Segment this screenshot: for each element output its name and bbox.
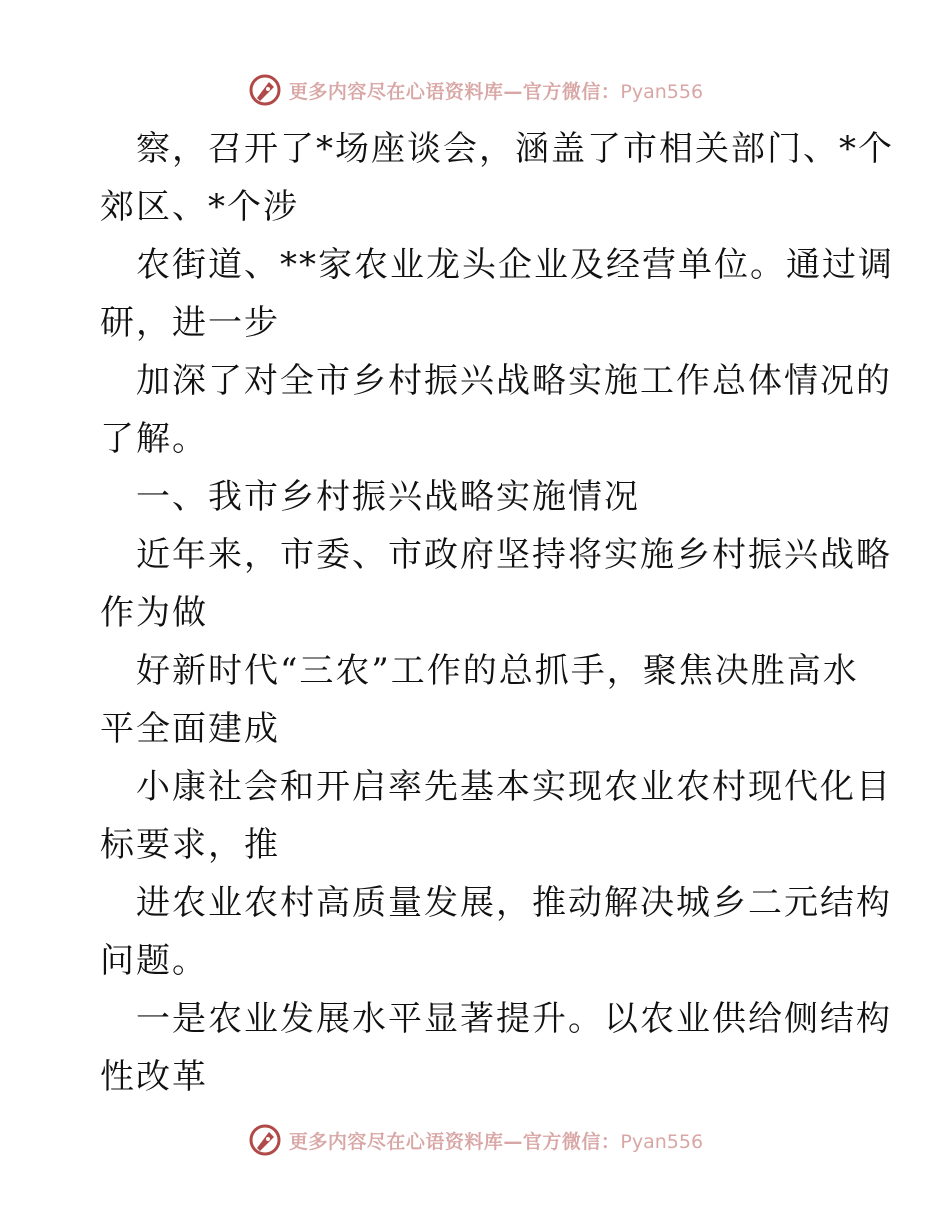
text-line: 性改革	[100, 1057, 208, 1097]
text-line: 察，召开了*场座谈会，涵盖了市相关部门、*个	[136, 129, 894, 169]
watermark-wechat-id: Pyan556	[620, 80, 704, 103]
pen-nib-logo-icon	[247, 1122, 283, 1158]
text-line: 了解。	[100, 419, 208, 459]
text-line: 加深了对全市乡村振兴战略实施工作总体情况的	[136, 361, 892, 401]
pen-nib-logo-icon	[247, 72, 283, 108]
text-line: 小康社会和开启率先基本实现农业农村现代化目	[136, 767, 892, 807]
watermark-wechat-id: Pyan556	[620, 1130, 704, 1153]
text-line: 一、我市乡村振兴战略实施情况	[136, 477, 640, 517]
text-line: 研，进一步	[100, 303, 280, 343]
watermark-footer	[0, 1120, 950, 1160]
text-line: 标要求，推	[100, 825, 280, 865]
text-line: 进农业农村高质量发展，推动解决城乡二元结构	[136, 883, 892, 923]
text-line: 近年来，市委、市政府坚持将实施乡村振兴战略	[136, 535, 892, 575]
watermark-header	[0, 70, 950, 110]
text-line: 问题。	[100, 941, 208, 981]
text-line: 农街道、**家农业龙头企业及经营单位。通过调	[136, 245, 894, 285]
text-line: 郊区、*个涉	[100, 187, 299, 227]
text-line: 作为做	[100, 593, 208, 633]
text-line: 一是农业发展水平显著提升。以农业供给侧结构	[136, 999, 892, 1039]
text-line: 平全面建成	[100, 709, 280, 749]
watermark-text: 更多内容尽在心语资料库—官方微信：Pyan556	[288, 1130, 704, 1153]
text-line: 好新时代“三农”工作的总抓手，聚焦决胜高水	[136, 651, 859, 691]
watermark-text: 更多内容尽在心语资料库—官方微信：Pyan556	[288, 80, 704, 103]
document-body	[100, 120, 894, 1106]
